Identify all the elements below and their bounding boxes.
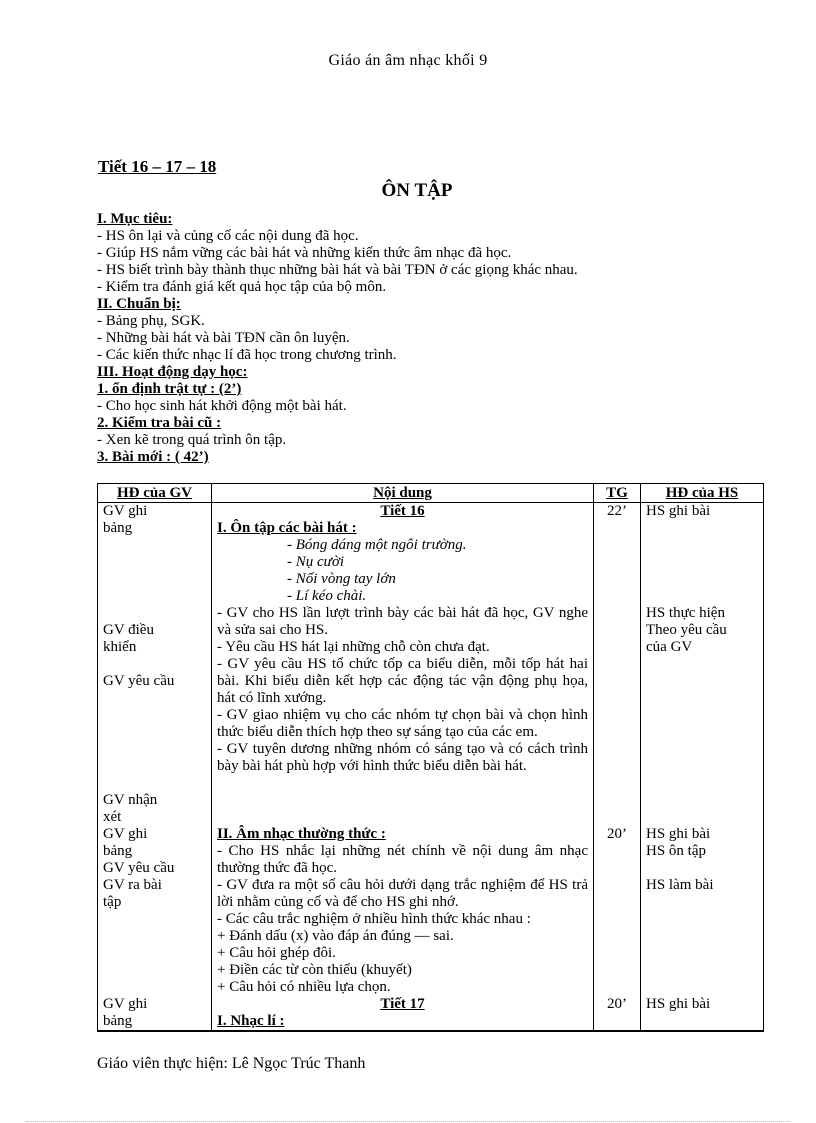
- student-activity-cell: [641, 996, 764, 1031]
- section-heading-preparation: II. Chuẩn bị:: [97, 296, 181, 312]
- student-activity: Theo yêu cầu: [646, 622, 727, 638]
- teacher-activity: khiển: [103, 639, 137, 655]
- preparation-item: - Các kiến thức nhạc lí đã học trong chương trình.: [97, 347, 397, 363]
- page-bottom-divider: [26, 1121, 790, 1122]
- student-activity: HS làm bài: [646, 877, 714, 893]
- student-activity: [646, 537, 758, 554]
- lesson-body: [97, 211, 737, 466]
- song-item: - Lí kéo chài.: [287, 588, 367, 604]
- content-paragraph: - Các câu trắc nghiệm ở nhiều hình thức khác nhau :: [217, 911, 531, 927]
- teacher-activity: GV yêu cầu: [103, 860, 175, 876]
- table-row: [98, 503, 764, 827]
- teacher-activity: GV ghi: [103, 996, 148, 1012]
- student-activity: [646, 588, 758, 605]
- lesson-plan-table: [97, 483, 764, 1032]
- content-cell: [212, 996, 594, 1031]
- content-cell: [212, 503, 594, 827]
- content-subheading: I. Ôn tập các bài hát :: [217, 520, 357, 536]
- student-activity: HS thực hiện: [646, 605, 725, 621]
- teacher-activity: GV điều: [103, 622, 154, 638]
- teacher-activity: [103, 588, 206, 605]
- student-activity: HS ghi bài: [646, 503, 711, 519]
- column-header-student: HĐ của HS: [641, 484, 764, 503]
- teacher-activity-cell: [98, 996, 212, 1031]
- teacher-activity: GV ghi: [103, 826, 148, 842]
- song-item: - Bóng dáng một ngôi trường.: [287, 537, 467, 553]
- time-cell: 20’: [594, 996, 641, 1031]
- student-activity: của GV: [646, 639, 693, 655]
- section-title: Tiết 17: [380, 996, 425, 1012]
- teacher-activity: [103, 605, 206, 622]
- table-row: [98, 996, 764, 1031]
- teacher-activity: [103, 707, 206, 724]
- lesson-number-heading: Tiết 16 – 17 – 18: [98, 157, 217, 176]
- teacher-activity: bảng: [103, 1013, 133, 1029]
- student-activity-cell: [641, 503, 764, 827]
- student-activity: [646, 554, 758, 571]
- teacher-activity: tập: [103, 894, 122, 910]
- question-type-item: + Câu hỏi có nhiều lựa chọn.: [217, 979, 391, 995]
- content-subheading: I. Nhạc lí :: [217, 1013, 285, 1029]
- column-header-content: Nội dung: [212, 484, 594, 503]
- teacher-activity: [103, 741, 206, 758]
- student-activity-cell: [641, 826, 764, 996]
- section-heading-objectives: I. Mục tiêu:: [97, 211, 173, 227]
- subsection-heading-order: 1. ổn định trật tự : (2’): [97, 381, 242, 397]
- time-cell: 20’: [594, 826, 641, 996]
- song-item: - Nụ cười: [287, 554, 345, 570]
- teacher-activity: [103, 724, 206, 741]
- objective-item: - Giúp HS nắm vững các bài hát và những kiến thức âm nhạc đã học.: [97, 245, 512, 261]
- content-paragraph: - GV giao nhiệm vụ cho các nhóm tự chọn bài và chọn hình thức biểu diễn thích hợp theo sự sáng tạo của các em.: [217, 707, 588, 740]
- teacher-activity: GV nhận: [103, 792, 158, 808]
- teacher-activity: GV ra bài: [103, 877, 162, 893]
- content-paragraph: - GV cho HS lần lượt trình bày các bài hát đã học, GV nghe và sửa sai cho HS.: [217, 605, 588, 638]
- student-activity: HS ôn tập: [646, 843, 706, 859]
- song-item: - Nối vòng tay lớn: [287, 571, 396, 587]
- section-title: Tiết 16: [380, 503, 425, 519]
- column-header-teacher: HĐ của GV: [98, 484, 212, 503]
- question-type-item: + Điền các từ còn thiếu (khuyết): [217, 962, 412, 978]
- question-type-item: + Đánh dấu (x) vào đáp án đúng — sai.: [217, 928, 454, 944]
- teacher-activity: bảng: [103, 520, 133, 536]
- teacher-activity: [103, 758, 206, 775]
- teacher-activity: [103, 775, 206, 792]
- content-paragraph: - GV yêu cầu HS tổ chức tốp ca biểu diễn, mỗi tốp hát hai bài. Khi biểu diễn kết hợp các động tác vận động phụ họa, hát có lĩnh xướng.: [217, 656, 588, 706]
- table-row: [98, 826, 764, 996]
- content-paragraph: - Cho HS nhắc lại những nét chính về nội dung âm nhạc thường thức đã học.: [217, 843, 588, 876]
- objective-item: - HS biết trình bày thành thục những bài hát và bài TĐN ở các giọng khác nhau.: [97, 262, 578, 278]
- teacher-activity: [103, 690, 206, 707]
- objective-item: - HS ôn lại và củng cố các nội dung đã học.: [97, 228, 359, 244]
- order-item: - Cho học sinh hát khởi động một bài hát.: [97, 398, 347, 414]
- content-cell: [212, 826, 594, 996]
- page-footer: Giáo viên thực hiện: Lê Ngọc Trúc Thanh: [97, 1055, 366, 1072]
- teacher-activity: [103, 656, 206, 673]
- subsection-heading-review: 2. Kiểm tra bài cũ :: [97, 415, 222, 431]
- teacher-activity-cell: [98, 826, 212, 996]
- column-header-time: TG: [594, 484, 641, 503]
- teacher-activity: GV ghi: [103, 503, 148, 519]
- objective-item: - Kiểm tra đánh giá kết quả học tập của bộ môn.: [97, 279, 387, 295]
- time-cell: 22’: [594, 503, 641, 827]
- content-paragraph: - Yêu cầu HS hát lại những chỗ còn chưa đạt.: [217, 639, 490, 655]
- teacher-activity: bảng: [103, 843, 133, 859]
- content-paragraph: - GV đưa ra một số câu hỏi dưới dạng trắc nghiệm để HS trả lời nhằm củng cố và để cho HS ghi nhớ.: [217, 877, 588, 910]
- student-activity: [646, 860, 758, 877]
- subsection-heading-new-lesson: 3. Bài mới : ( 42’): [97, 449, 209, 465]
- preparation-item: - Những bài hát và bài TĐN cần ôn luyện.: [97, 330, 350, 346]
- teacher-activity: [103, 554, 206, 571]
- content-subheading: II. Âm nhạc thường thức :: [217, 826, 386, 842]
- preparation-item: - Bảng phụ, SGK.: [97, 313, 205, 329]
- teacher-activity: [103, 537, 206, 554]
- teacher-activity: xét: [103, 809, 122, 825]
- teacher-activity: GV yêu cầu: [103, 673, 175, 689]
- page-header: Giáo án âm nhạc khối 9: [328, 52, 488, 69]
- question-type-item: + Câu hỏi ghép đôi.: [217, 945, 336, 961]
- review-item: - Xen kẽ trong quá trình ôn tập.: [97, 432, 287, 448]
- student-activity: [646, 520, 758, 537]
- teacher-activity: [103, 571, 206, 588]
- table-header-row: [98, 484, 764, 503]
- section-heading-activities: III. Hoạt động dạy học:: [97, 364, 248, 380]
- student-activity: HS ghi bài: [646, 996, 711, 1012]
- content-paragraph: - GV tuyên dương những nhóm có sáng tạo và có cách trình bày bài hát phù hợp với hình thức biểu diễn bài hát.: [217, 741, 588, 774]
- teacher-activity-cell: [98, 503, 212, 827]
- student-activity: HS ghi bài: [646, 826, 711, 842]
- page-title: ÔN TẬP: [381, 180, 453, 201]
- student-activity: [646, 571, 758, 588]
